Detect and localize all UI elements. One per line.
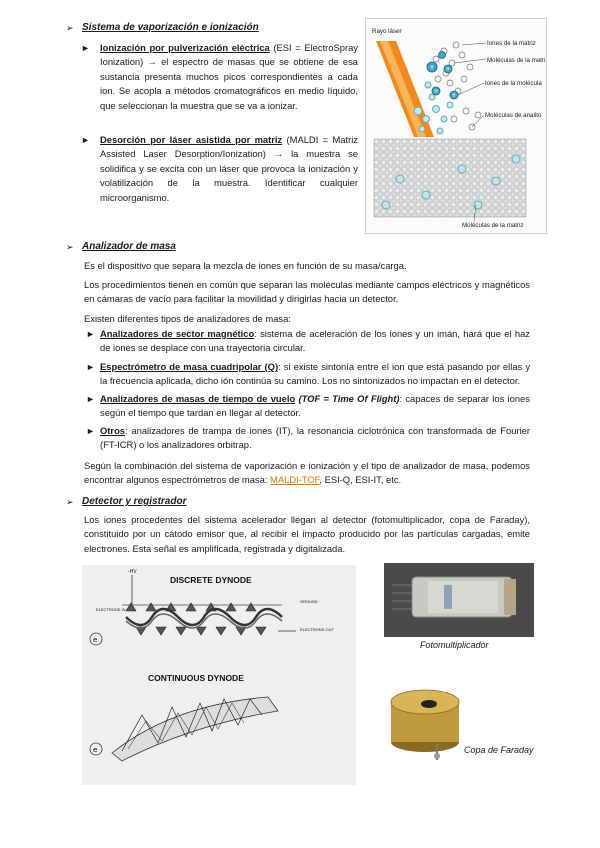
spectrometer-combinations — [84, 459, 530, 488]
electrons-out-label: ELECTRONS OUT — [300, 627, 335, 632]
analyzer-title: Espectrómetro de masa cuadripolar (Q) — [100, 361, 279, 372]
analyzer-text: : capaces de separar los iones según el tiempo que tardan en llegar al detector. — [100, 393, 530, 419]
arrowhead-icon: ➢ — [66, 242, 74, 252]
esi-text: (ESI = ElectroSpray Ionization) → el espectro de masas que se obtiene de esa sustancia presenta muchos picos correspondientes a cada ion. Se acopla a métodos cromatográficos en medio líquido, que seleccionan la muestra que se va a ionizar. — [100, 42, 358, 111]
dynode-diagram — [82, 565, 356, 785]
maldi-text: (MALDI = Matriz Assisted Laser Desorption/Ionization) → la muestra se solidifica y se excita con un láser que provoca la ionización y volatilización de la muestra. Identificar cualquier microorganismo. — [100, 134, 358, 203]
analyzer-common: Los procedimientos tienen en común que separan las moléculas mediante campos eléctricos y magnéticos en cámaras de vacío para facilitar la movilidad y dirigirlas hacia un detector. — [84, 279, 530, 305]
maldi-figure — [365, 18, 547, 234]
analyzer-text: : analizadores de trampa de iones (IT), la resonancia ciclotrónica con transformada de Fourier (FT-ICR) o los analizadores orbitrap. — [100, 425, 530, 451]
analyzer-title: Otros — [100, 425, 126, 436]
svg-text:+: + — [433, 88, 439, 95]
molecule-ions-label: Iones de la molécula — [485, 80, 542, 87]
maldi-item — [81, 133, 358, 205]
maldi-title: Desorción por láser asistida por matriz — [100, 134, 283, 145]
discrete-dynode-title: DISCRETE DYNODE — [170, 575, 252, 585]
analyzer-abbrev: (TOF = Time Of Flight) — [295, 393, 400, 404]
svg-text:+: + — [429, 64, 435, 71]
photomultiplier-photo — [384, 563, 534, 637]
bullet-icon: ► — [81, 135, 90, 145]
electrons-in-label: ELECTRONS IN — [96, 607, 126, 612]
analyte-label: Moléculas de analito — [485, 112, 542, 119]
combinations-end: , ESI-Q, ESI-IT, etc. — [319, 474, 402, 486]
photomultiplier-caption: Fotomultiplicador — [420, 640, 489, 650]
continuous-dynode-title: CONTINUOUS DYNODE — [148, 673, 244, 683]
section2-heading: Analizador de masa — [82, 241, 176, 252]
maldi-diagram — [366, 19, 546, 233]
section1-heading: Sistema de vaporización e ionización — [82, 22, 259, 33]
dynode-figure — [82, 565, 356, 785]
analyzer-item — [86, 360, 530, 389]
bullet-icon: ► — [86, 394, 95, 404]
bullet-icon: ► — [86, 426, 95, 436]
faraday-cup-photo — [385, 680, 465, 762]
esi-item — [81, 41, 358, 113]
maldi-tof-link[interactable]: MALDI-TOF — [270, 474, 320, 486]
svg-text:e: e — [93, 636, 98, 644]
section3-heading: Detector y registrador — [82, 496, 187, 507]
analyzer-title: Analizadores de sector magnético — [100, 328, 255, 339]
arrowhead-icon: ➢ — [66, 23, 74, 33]
svg-text:+: + — [445, 66, 451, 73]
analyzer-item — [86, 327, 530, 356]
svg-text:+: + — [451, 92, 457, 99]
ground-label: GROUND — [300, 599, 318, 604]
bullet-icon: ► — [81, 43, 90, 53]
analyzer-text: : sistema de aceleración de los iones y un imán, hará que el haz de iones se desplace con una trayectoria circular. — [100, 328, 530, 354]
matrix-molecules-label: Moléculas de la matriz — [487, 57, 546, 64]
analyzer-definition: Es el dispositivo que separa la mezcla de iones en función de su masa/carga. — [84, 260, 407, 271]
laser-label: Rayo láser — [372, 28, 402, 35]
analyzer-title: Analizadores de masas de tiempo de vuelo — [100, 393, 296, 404]
combinations-text: Según la combinación del sistema de vaporización e ionización y el tipo de analizador de masa, podemos encontrar algunos espectrómetros de masa: — [84, 460, 530, 486]
arrowhead-icon: ➢ — [66, 497, 74, 507]
analyzer-text: : si existe sintonía entre el ion que está pasando por ellas y la frecuencia aplicada, dicho ión continúa su camino. Los no sintonizados no impactan en el detector. — [100, 361, 531, 387]
bullet-icon: ► — [86, 329, 95, 339]
faraday-cup-caption: Copa de Faraday — [464, 745, 534, 755]
hv-label: -HV — [128, 569, 137, 575]
bullet-icon: ► — [86, 362, 95, 372]
analyzer-item — [86, 392, 530, 421]
svg-text:e: e — [93, 746, 98, 754]
matrix-ions-label: Iones de la matriz — [487, 40, 536, 47]
matrix-molecules-bottom-label: Moléculas de la matriz — [462, 222, 524, 229]
analyzer-item — [86, 424, 530, 453]
analyzer-types-intro: Existen diferentes tipos de analizadores de masa: — [84, 313, 291, 324]
esi-title: Ionización por pulverización eléctrica — [100, 42, 270, 53]
detector-description: Los iones procedentes del sistema acelerador llegan al detector (fotomultiplicador, copa de Faraday), constituido por un cátodo emisor que, al recibir el impacto producido por las partículas cargadas, emite electrones. Esta señal es amplificada, registrada y digitalizada. — [84, 514, 530, 554]
